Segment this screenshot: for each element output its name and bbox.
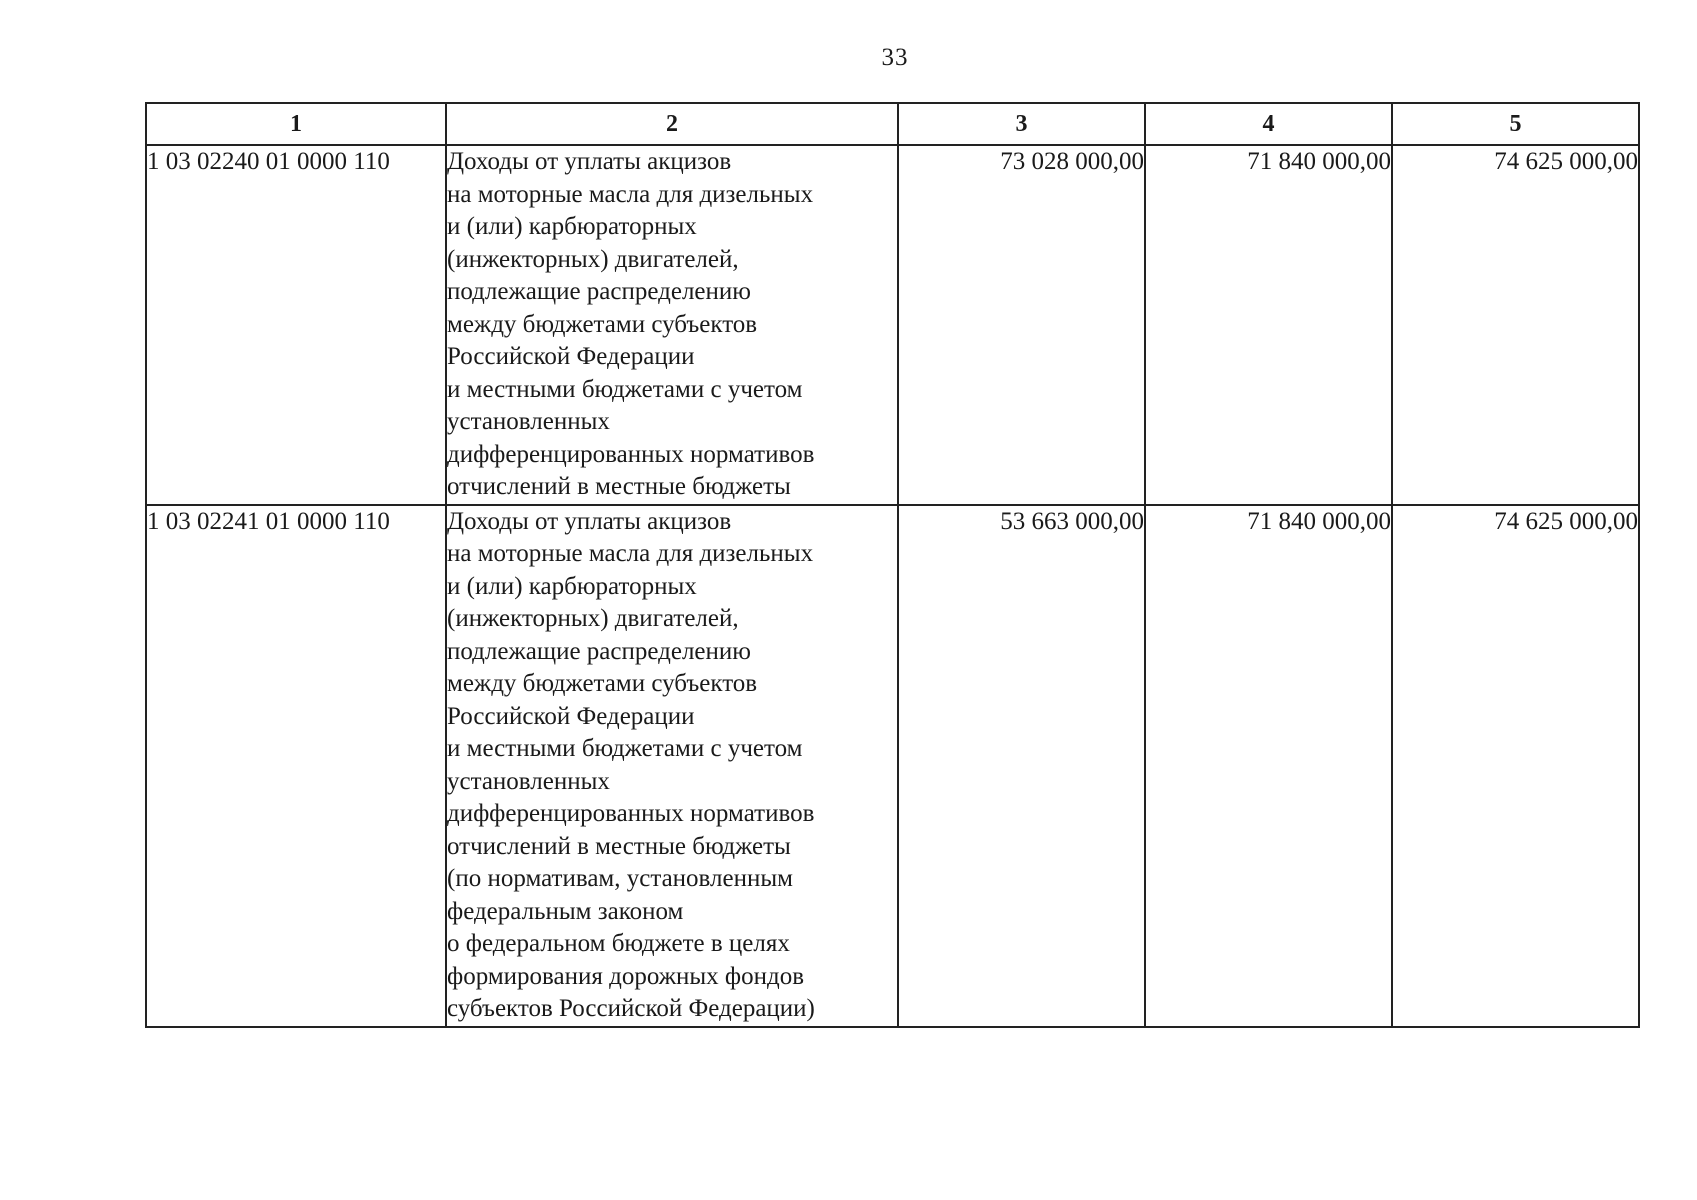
table-row bbox=[146, 145, 1639, 505]
description-line: и (или) карбюраторных bbox=[447, 572, 697, 600]
description-line: субъектов Российской Федерации) bbox=[447, 995, 815, 1022]
description-line: между бюджетами субъектов bbox=[447, 670, 758, 697]
column-header-5: 5 bbox=[1392, 103, 1639, 145]
amount-col5-cell: 74 625 000,00 bbox=[1392, 145, 1639, 505]
description-line: Доходы от уплаты акцизов bbox=[447, 148, 732, 175]
column-header-2: 2 bbox=[446, 103, 898, 145]
description-line: Доходы от уплаты акцизов bbox=[447, 507, 732, 535]
description-line: на моторные масла для дизельных bbox=[447, 180, 814, 208]
table-header-row bbox=[146, 103, 1639, 145]
revenue-description-cell bbox=[446, 505, 898, 1027]
description-line: о федеральном бюджете в целях bbox=[447, 930, 790, 957]
description-line: установленных bbox=[447, 408, 610, 435]
description-line: Российской Федерации bbox=[447, 343, 695, 370]
amount-col5-cell: 74 625 000,00 bbox=[1392, 505, 1639, 1027]
column-header-1: 1 bbox=[146, 103, 446, 145]
description-line: Российской Федерации bbox=[447, 702, 695, 730]
description-line: дифференцированных нормативов bbox=[447, 800, 815, 827]
description-line: отчислений в местные бюджеты bbox=[447, 473, 791, 500]
description-line: подлежащие распределению bbox=[447, 637, 751, 665]
description-line: дифференцированных нормативов bbox=[447, 440, 815, 468]
description-line: между бюджетами субъектов bbox=[447, 310, 758, 338]
amount-col3-cell: 53 663 000,00 bbox=[898, 505, 1145, 1027]
description-line: формирования дорожных фондов bbox=[447, 962, 804, 990]
description-line: отчислений в местные бюджеты bbox=[447, 832, 791, 860]
budget-revenue-table bbox=[145, 102, 1640, 1028]
description-line: (инжекторных) двигателей, bbox=[447, 245, 739, 273]
column-header-3: 3 bbox=[898, 103, 1145, 145]
amount-col4-cell: 71 840 000,00 bbox=[1145, 505, 1392, 1027]
description-line: и местными бюджетами с учетом bbox=[447, 375, 803, 403]
description-line: установленных bbox=[447, 767, 610, 795]
description-line: (по нормативам, установленным bbox=[447, 865, 793, 892]
description-line: и (или) карбюраторных bbox=[447, 213, 697, 240]
description-line: подлежащие распределению bbox=[447, 278, 751, 305]
amount-col3-cell: 73 028 000,00 bbox=[898, 145, 1145, 505]
column-header-4: 4 bbox=[1145, 103, 1392, 145]
revenue-code-cell: 1 03 02241 01 0000 110 bbox=[146, 505, 446, 1027]
description-line: и местными бюджетами с учетом bbox=[447, 735, 803, 762]
amount-col4-cell: 71 840 000,00 bbox=[1145, 145, 1392, 505]
revenue-code-cell: 1 03 02240 01 0000 110 bbox=[146, 145, 446, 505]
table-row bbox=[146, 505, 1639, 1027]
description-line: (инжекторных) двигателей, bbox=[447, 605, 739, 632]
description-line: на моторные масла для дизельных bbox=[447, 540, 814, 567]
description-line: федеральным законом bbox=[447, 897, 684, 925]
page-number: 33 bbox=[881, 44, 909, 71]
revenue-description-cell bbox=[446, 145, 898, 505]
